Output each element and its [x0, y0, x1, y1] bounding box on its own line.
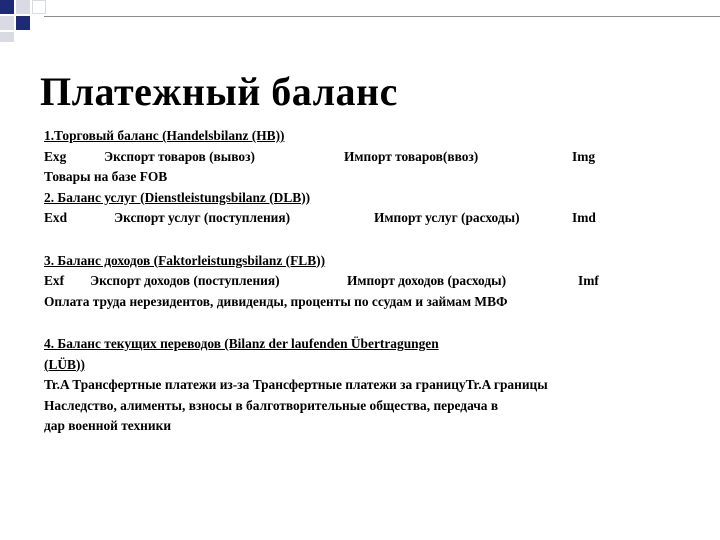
section-3-row: [44, 271, 704, 292]
section-2-heading: 2. Баланс услуг (Dienstleistungsbilanz (DLB)): [44, 189, 311, 205]
section-4-line-3: дар военной техники: [44, 418, 172, 433]
deco-square: [32, 0, 46, 14]
top-divider: [44, 16, 720, 17]
decorative-squares: [0, 0, 64, 44]
exg-label: Экспорт товаров (вывоз): [104, 148, 255, 164]
slide-title: Платежный баланс: [40, 69, 398, 114]
imf-code: Imf: [578, 273, 599, 288]
section-1-heading: 1.Торговый баланс (Handelsbilanz (HB)): [44, 128, 285, 143]
section-4-line-1: Tr.A Трансфертные платежи из-за Трансфертные платежи за границуTr.A границы: [44, 377, 548, 392]
img-code: Img: [572, 148, 596, 164]
exf-label: Экспорт доходов (поступления): [90, 273, 280, 288]
section-4-heading-cont: (LÜB)): [44, 356, 85, 372]
deco-square: [0, 0, 14, 14]
exd-label: Экспорт услуг (поступления): [114, 210, 291, 225]
section-2-row: [44, 208, 704, 229]
imf-label: Импорт доходов (расходы): [347, 273, 507, 288]
img-label: Импорт товаров(ввоз): [344, 148, 479, 164]
deco-square: [16, 16, 30, 30]
section-3-note: Оплата труда нерезидентов, дивиденды, проценты по ссудам и займам МВФ: [44, 293, 508, 309]
section-4-heading: 4. Баланс текущих переводов (Bilanz der laufenden Übertragungen: [44, 336, 439, 351]
section-1-row: [44, 147, 704, 168]
imd-label: Импорт услуг (расходы): [374, 210, 520, 225]
section-4-line-2: Наследство, алименты, взносы в балготворительные общества, передача в: [44, 397, 499, 413]
deco-square: [16, 0, 30, 14]
section-3-heading: 3. Баланс доходов (Faktorleistungsbilanz (FLB)): [44, 252, 326, 268]
imd-code: Imd: [572, 210, 596, 225]
slide-body: [44, 126, 704, 437]
deco-square: [0, 16, 14, 30]
deco-square: [0, 32, 14, 42]
section-1-note: Товары на базе FOB: [44, 169, 168, 184]
exf-code: Exf: [44, 273, 65, 288]
exd-code: Exd: [44, 210, 68, 225]
exg-code: Exg: [44, 148, 67, 164]
